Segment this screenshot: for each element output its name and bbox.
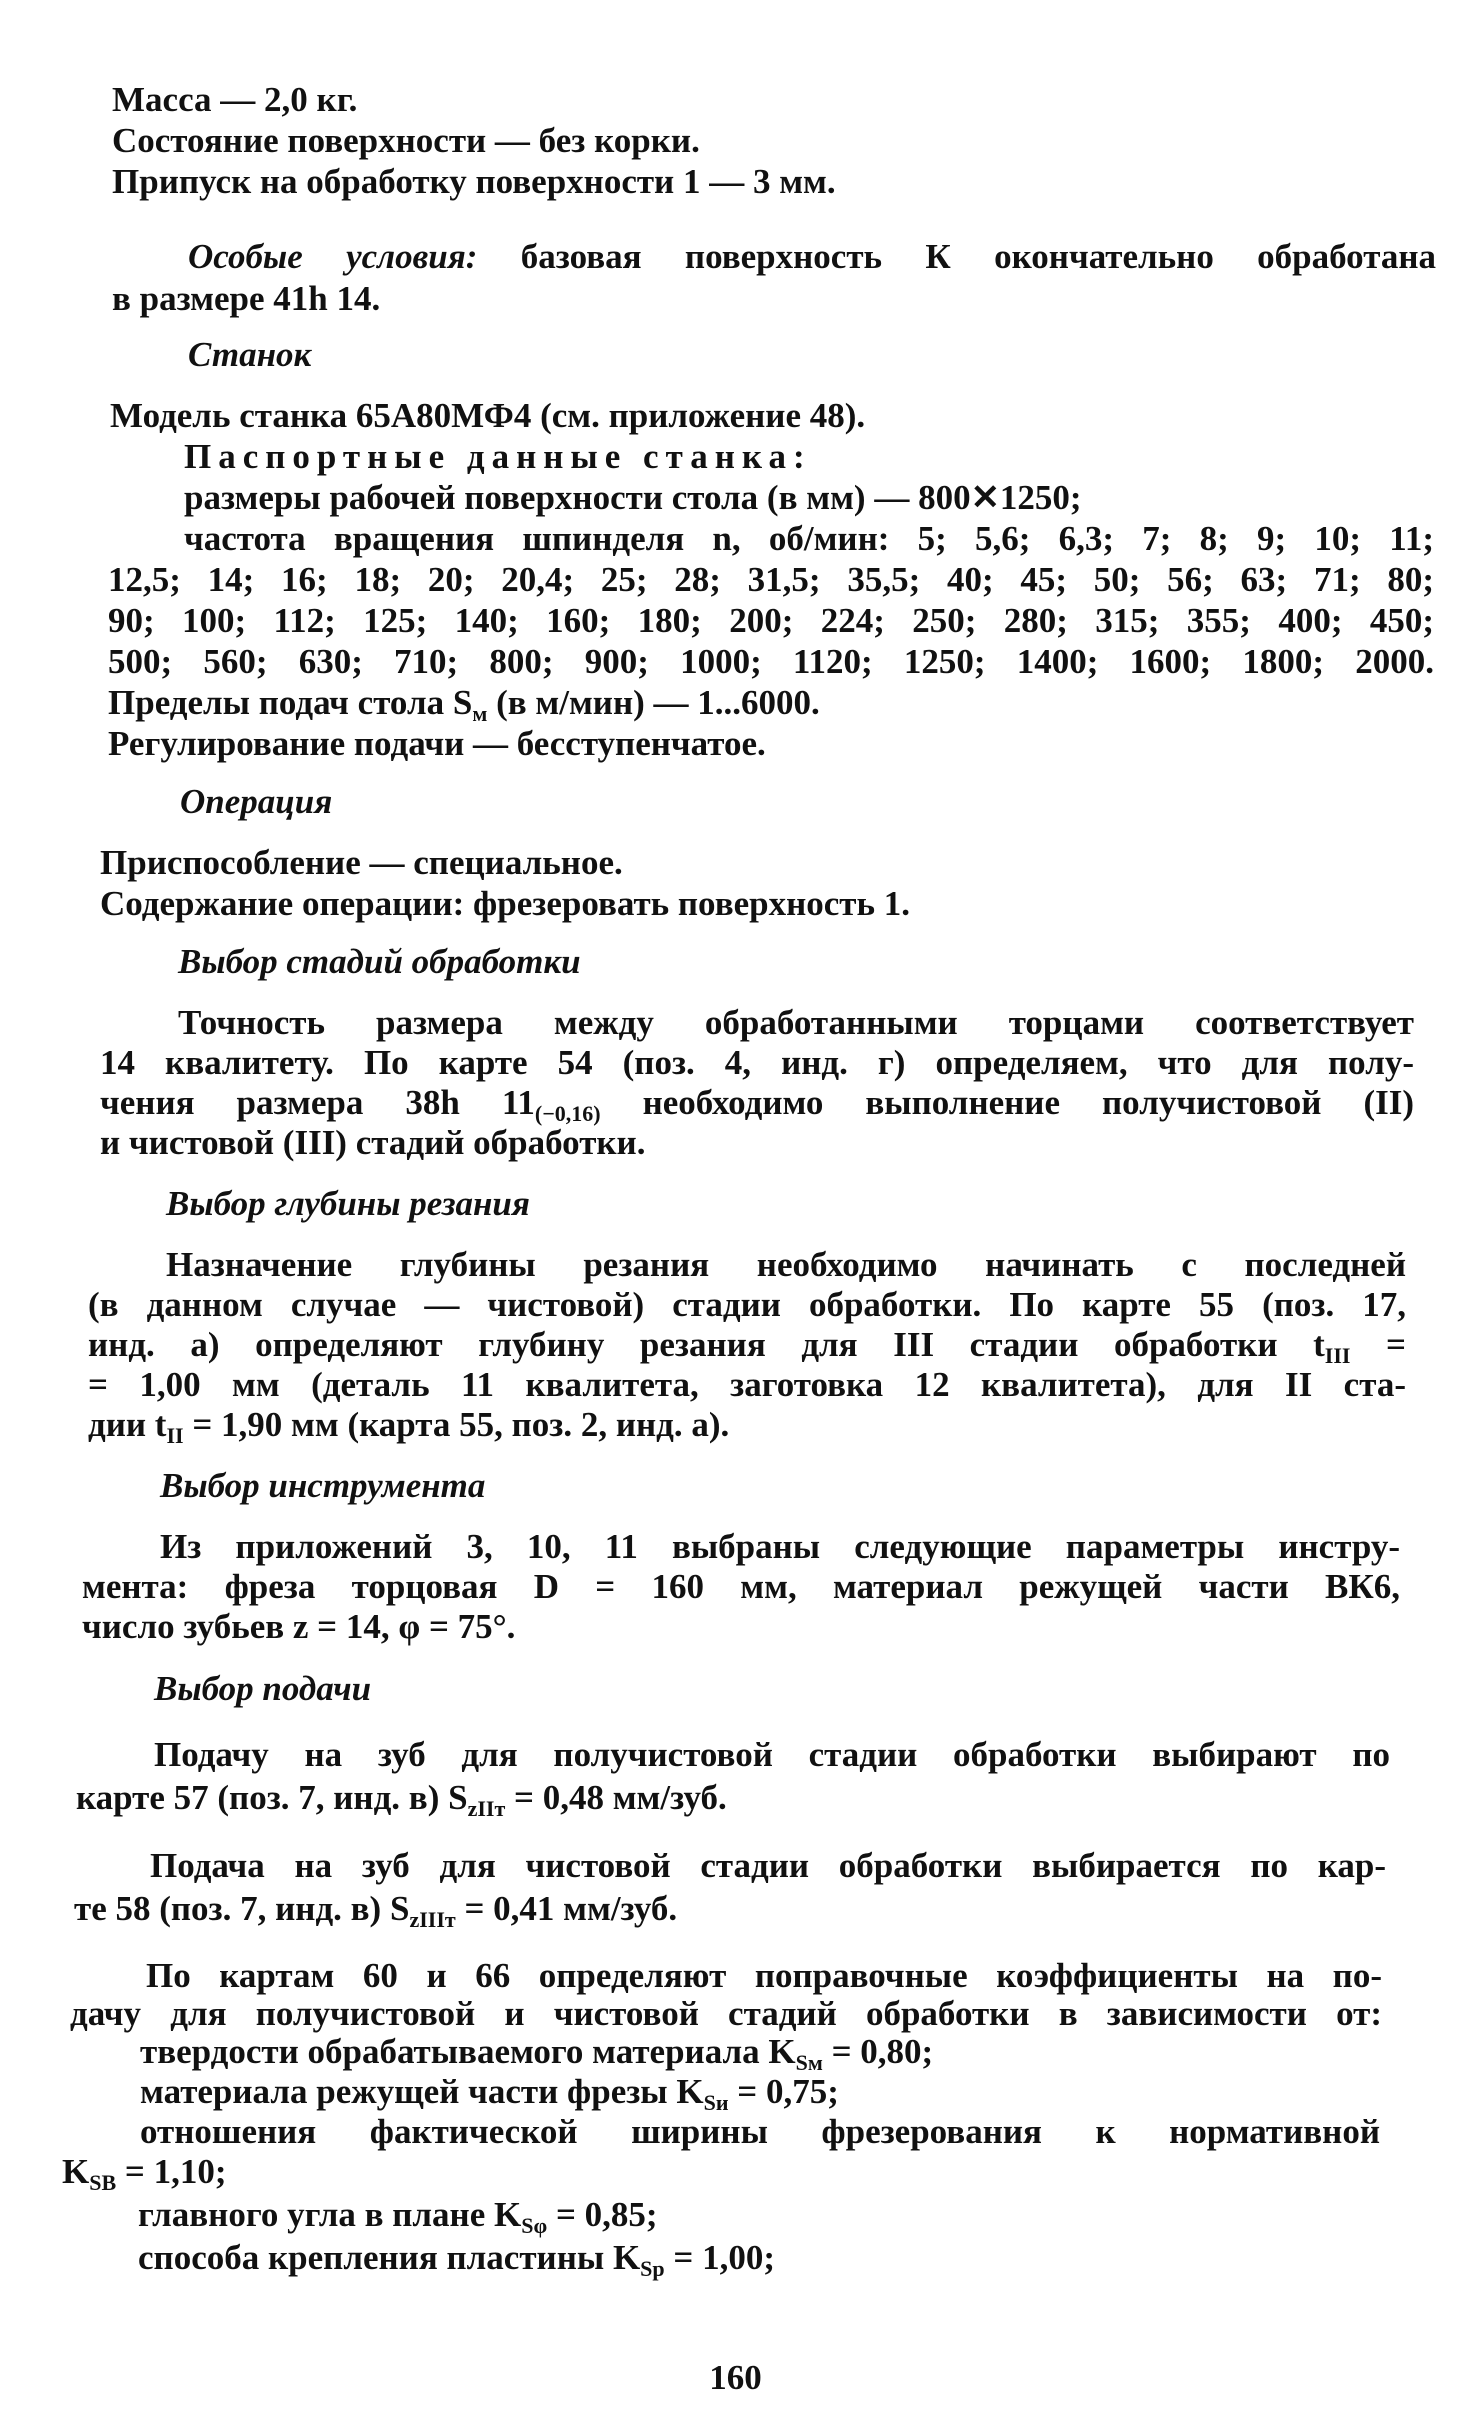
coefficient-line: твердости обрабатываемого материала $K_{Sм} = 0,80$; xyxy=(140,2032,934,2075)
feed-control-line: Регулирование подачи — бесступенчатое. xyxy=(108,724,766,763)
stages-line: чения размера 38h $11_{(-0,16)}$ необходимо выполнение получистовой (II) xyxy=(100,1083,1415,1126)
depth-line: инд. а) определяют глубину резания для III стадии обработки $t_{III}$ = xyxy=(88,1325,1406,1368)
tool-line: мента: фреза торцовая D = 160 мм, материал режущей части ВК6, xyxy=(82,1567,1400,1606)
feed-line: те 58 (поз. 7, инд. в) $S_{zIIIт} = 0,41$ мм/зуб. xyxy=(74,1889,678,1932)
stages-heading: Выбор стадий обработки xyxy=(178,942,581,981)
special-conditions-label: Особые условия: xyxy=(188,237,478,276)
operation-content-line: Содержание операции: фрезеровать поверхность 1. xyxy=(100,884,910,923)
feed-line: По картам 60 и 66 определяют поправочные коэффициенты на по- xyxy=(146,1956,1382,1995)
coefficient-line: главного угла в плане $K_{S\varphi} = 0,85$; xyxy=(138,2195,658,2238)
operation-heading: Операция xyxy=(180,782,333,821)
spindle-speed-line: 12,5; 14; 16; 18; 20; 20,4; 25; 28; 31,5; 35,5; 40; 45; 50; 56; 63; 71; 80; xyxy=(108,560,1434,599)
depth-line: дии $t_{II} = 1,90$ мм (карта 55, поз. 2, инд. а). xyxy=(88,1405,730,1448)
special-conditions-line-2: в размере 41h 14. xyxy=(112,279,381,318)
spindle-speed-line: 500; 560; 630; 710; 800; 900; 1000; 1120; 1250; 1400; 1600; 1800; 2000. xyxy=(108,642,1434,681)
feed-line: Подачу на зуб для получистовой стадии обработки выбирают по xyxy=(154,1735,1390,1774)
allowance-line: Припуск на обработку поверхности 1 — 3 мм. xyxy=(112,162,836,201)
special-conditions-line-1: Особые условия: базовая поверхность К окончательно обработана xyxy=(188,237,1437,276)
spindle-speed-line: частота вращения шпинделя n, об/мин: 5; 5,6; 6,3; 7; 8; 9; 10; 11; xyxy=(184,519,1434,558)
page-number: 160 xyxy=(709,2358,762,2397)
coefficient-line: способа крепления пластины $K_{Sp} = 1,00$; xyxy=(138,2238,776,2281)
passport-heading: Паспортные данные станка: xyxy=(184,437,812,476)
tool-line: Из приложений 3, 10, 11 выбраны следующие параметры инстру- xyxy=(160,1527,1400,1566)
stages-line: Точность размера между обработанными торцами соответствует xyxy=(178,1003,1414,1042)
depth-heading: Выбор глубины резания xyxy=(166,1184,530,1223)
surface-state-line: Состояние поверхности — без корки. xyxy=(112,121,700,160)
coefficient-line: $K_{SB} = 1,10$; xyxy=(62,2152,227,2195)
feed-line: карте 57 (поз. 7, инд. в) $S_{zIIт} = 0,48$ мм/зуб. xyxy=(76,1778,727,1821)
feed-line: Подача на зуб для чистовой стадии обработки выбирается по кар- xyxy=(150,1846,1386,1885)
machine-model-line: Модель станка 65А80МФ4 (см. приложение 48). xyxy=(110,396,866,435)
mass-line: Масса — 2,0 кг. xyxy=(112,80,358,119)
depth-line: Назначение глубины резания необходимо начинать с последней xyxy=(166,1245,1406,1284)
coefficient-line: отношения фактической ширины фрезерования к нормативной xyxy=(140,2112,1380,2151)
feed-limits-line: Пределы подач стола $S_м$ (в м/мин) — 1...6000. xyxy=(108,683,820,726)
stages-line: 14 квалитету. По карте 54 (поз. 4, инд. г) определяем, что для полу- xyxy=(100,1043,1414,1082)
table-size-line: размеры рабочей поверхности стола (в мм) — 800✕1250; xyxy=(184,478,1082,517)
tool-heading: Выбор инструмента xyxy=(160,1466,486,1505)
tool-line: число зубьев z = 14, φ = 75°. xyxy=(82,1607,516,1646)
depth-line: = 1,00 мм (деталь 11 квалитета, заготовка 12 квалитета), для II ста- xyxy=(88,1365,1406,1404)
depth-line: (в данном случае — чистовой) стадии обработки. По карте 55 (поз. 17, xyxy=(88,1285,1406,1324)
machine-heading: Станок xyxy=(188,335,312,374)
coefficient-line: материала режущей части фрезы $K_{Sи} = 0,75$; xyxy=(140,2072,839,2115)
feed-line: дачу для получистовой и чистовой стадий обработки в зависимости от: xyxy=(70,1994,1382,2033)
feed-heading: Выбор подачи xyxy=(154,1669,372,1708)
spindle-speed-line: 90; 100; 112; 125; 140; 160; 180; 200; 224; 250; 280; 315; 355; 400; 450; xyxy=(108,601,1434,640)
fixture-line: Приспособление — специальное. xyxy=(100,843,623,882)
stages-line: и чистовой (III) стадий обработки. xyxy=(100,1123,646,1162)
